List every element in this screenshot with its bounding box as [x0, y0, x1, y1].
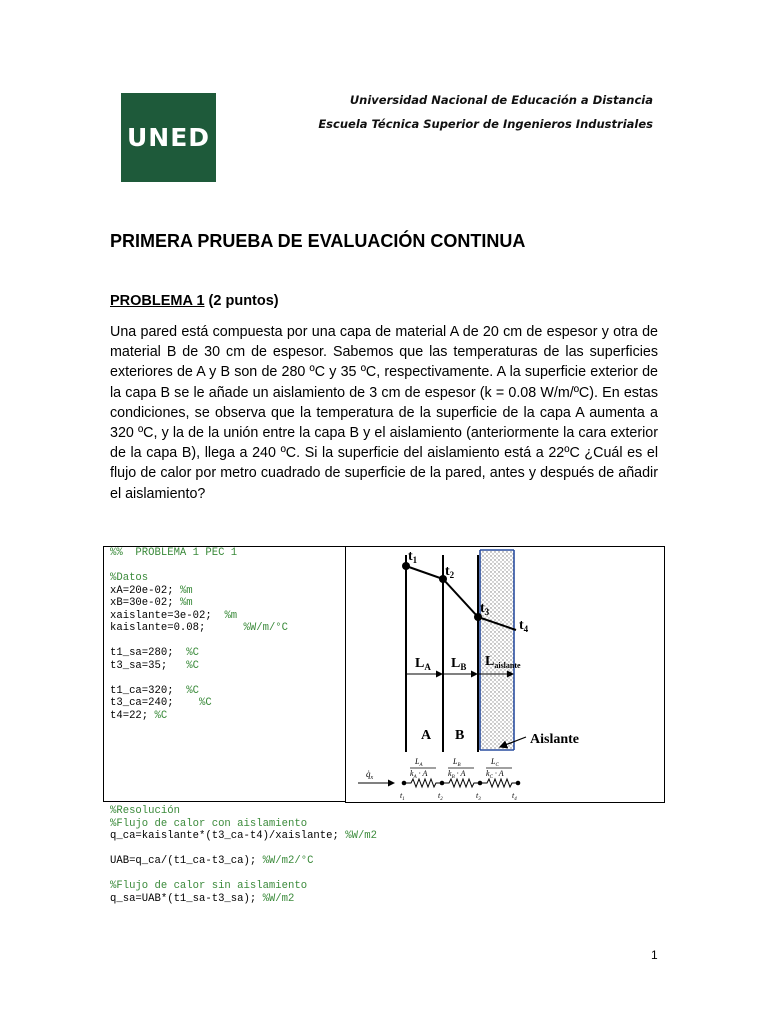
node-t1 — [402, 781, 407, 786]
code-line: t3_sa=35; — [110, 659, 187, 672]
label-la: $L_A$ — [415, 656, 431, 672]
school-name: Escuela Técnica Superior de Ingenieros Industriales — [318, 117, 653, 131]
code-line: xaislante=3e-02; — [110, 609, 225, 622]
code-line: %Flujo de calor con aislamiento — [110, 817, 308, 830]
code-comment: %m — [179, 584, 193, 597]
problem-statement: Una pared está compuesta por una capa de material A de 20 cm de espesor y otra de material B de 30 cm de espesor. Sabemos que las temperaturas de las superficies exteriores de A y B son de 280 ºC y 35 ºC, respectivamente. A la superficie exterior de la capa B se le añade un aislamiento de 3 cm de espesor (k = 0.08 W/m/ºC). En estas condiciones, se observa que la temperatura de la superficie de la capa A aumenta a 320 ºC, y la de la unión entre la capa B y el aislamiento (anteriormente la cara exterior de la capa B), llega a 240 ºC. Si la superficie del aislamiento está a 22ºC ¿Cuál es el flujo de calor por metro cuadrado de superficie de la pared, antes y después de añadir el aislamiento? — [110, 324, 658, 502]
code-comment: %C — [186, 647, 200, 659]
resistor-b-num: $L_B$ — [453, 757, 461, 768]
code-comment: %C — [186, 659, 200, 672]
code-line: %% PROBLEMA 1 PEC 1 — [110, 547, 238, 559]
code-comment: %C — [154, 709, 168, 722]
university-name: Universidad Nacional de Educación a Distancia — [349, 93, 653, 107]
code-line: %Resolución — [110, 805, 180, 817]
code-comment: %W/m/°C — [243, 622, 289, 634]
resistor-b — [442, 779, 480, 787]
code-comment: %m — [179, 597, 193, 609]
label-layer-a: A — [421, 728, 432, 743]
label-t1: $t_1$ — [408, 549, 418, 565]
resistor-b-den: $k_B \cdot A$ — [448, 769, 466, 780]
resistor-a — [404, 779, 442, 787]
problem-points: (2 puntos) — [204, 293, 279, 309]
label-qx: $q̇_x$ — [366, 769, 374, 781]
resistor-a-den: $k_A \cdot A$ — [410, 769, 428, 780]
resistor-a-num: $L_A$ — [415, 757, 423, 768]
wall-diagram — [346, 547, 664, 802]
node-t4 — [516, 781, 521, 786]
code-line: t1_ca=320; — [110, 684, 187, 697]
page-number: 1 — [651, 948, 658, 962]
code-line: UAB=q_ca/(t1_ca-t3_ca); — [110, 855, 263, 867]
code-block-data — [110, 547, 288, 722]
page-title: PRIMERA PRUEBA DE EVALUACIÓN CONTINUA — [110, 231, 526, 251]
code-comment: %C — [199, 697, 212, 709]
insulation-layer — [480, 550, 514, 750]
resistor-c-num: $L_C$ — [491, 757, 499, 768]
code-line: q_sa=UAB*(t1_sa-t3_sa); — [110, 892, 263, 905]
code-comment: %W/m2/°C — [262, 855, 314, 867]
problem-label: PROBLEMA 1 — [110, 293, 205, 309]
node-t3 — [478, 781, 483, 786]
node-label-t4: $t_4$ — [512, 791, 517, 802]
label-lb: $L_B$ — [451, 656, 467, 672]
label-t3: $t_3$ — [480, 601, 490, 617]
code-line: t1_sa=280; — [110, 647, 187, 659]
node-label-t3: $t_3$ — [476, 791, 481, 802]
label-t4: $t_4$ — [519, 618, 529, 634]
code-line: %Flujo de calor sin aislamiento — [110, 880, 308, 892]
resistor-c — [480, 779, 518, 787]
problem-heading — [110, 293, 279, 309]
resistor-c-den: $k_C \cdot A$ — [486, 769, 504, 780]
code-comment: %C — [186, 684, 200, 697]
code-line: xA=20e-02; — [110, 584, 180, 597]
label-t2: $t_2$ — [445, 564, 455, 580]
code-line: %Datos — [110, 572, 149, 584]
code-block-resolution — [110, 805, 377, 905]
code-line: xB=30e-02; — [110, 597, 180, 609]
code-line: t4=22; — [110, 709, 155, 722]
label-aislante: Aislante — [530, 732, 579, 747]
node-label-t1: $t_1$ — [400, 791, 405, 802]
code-line: kaislante=0.08; — [110, 622, 244, 634]
code-comment: %W/m2 — [262, 892, 295, 905]
code-comment: %m — [224, 609, 238, 622]
label-layer-b: B — [455, 728, 465, 743]
uned-logo: UNED — [121, 93, 216, 182]
label-lais: $L_{aislante}$ — [485, 654, 521, 670]
node-label-t2: $t_2$ — [438, 791, 443, 802]
code-line: q_ca=kaislante*(t3_ca-t4)/xaislante; — [110, 830, 346, 842]
code-comment: %W/m2 — [345, 830, 378, 842]
node-t2 — [440, 781, 445, 786]
code-line: t3_ca=240; — [110, 697, 200, 709]
